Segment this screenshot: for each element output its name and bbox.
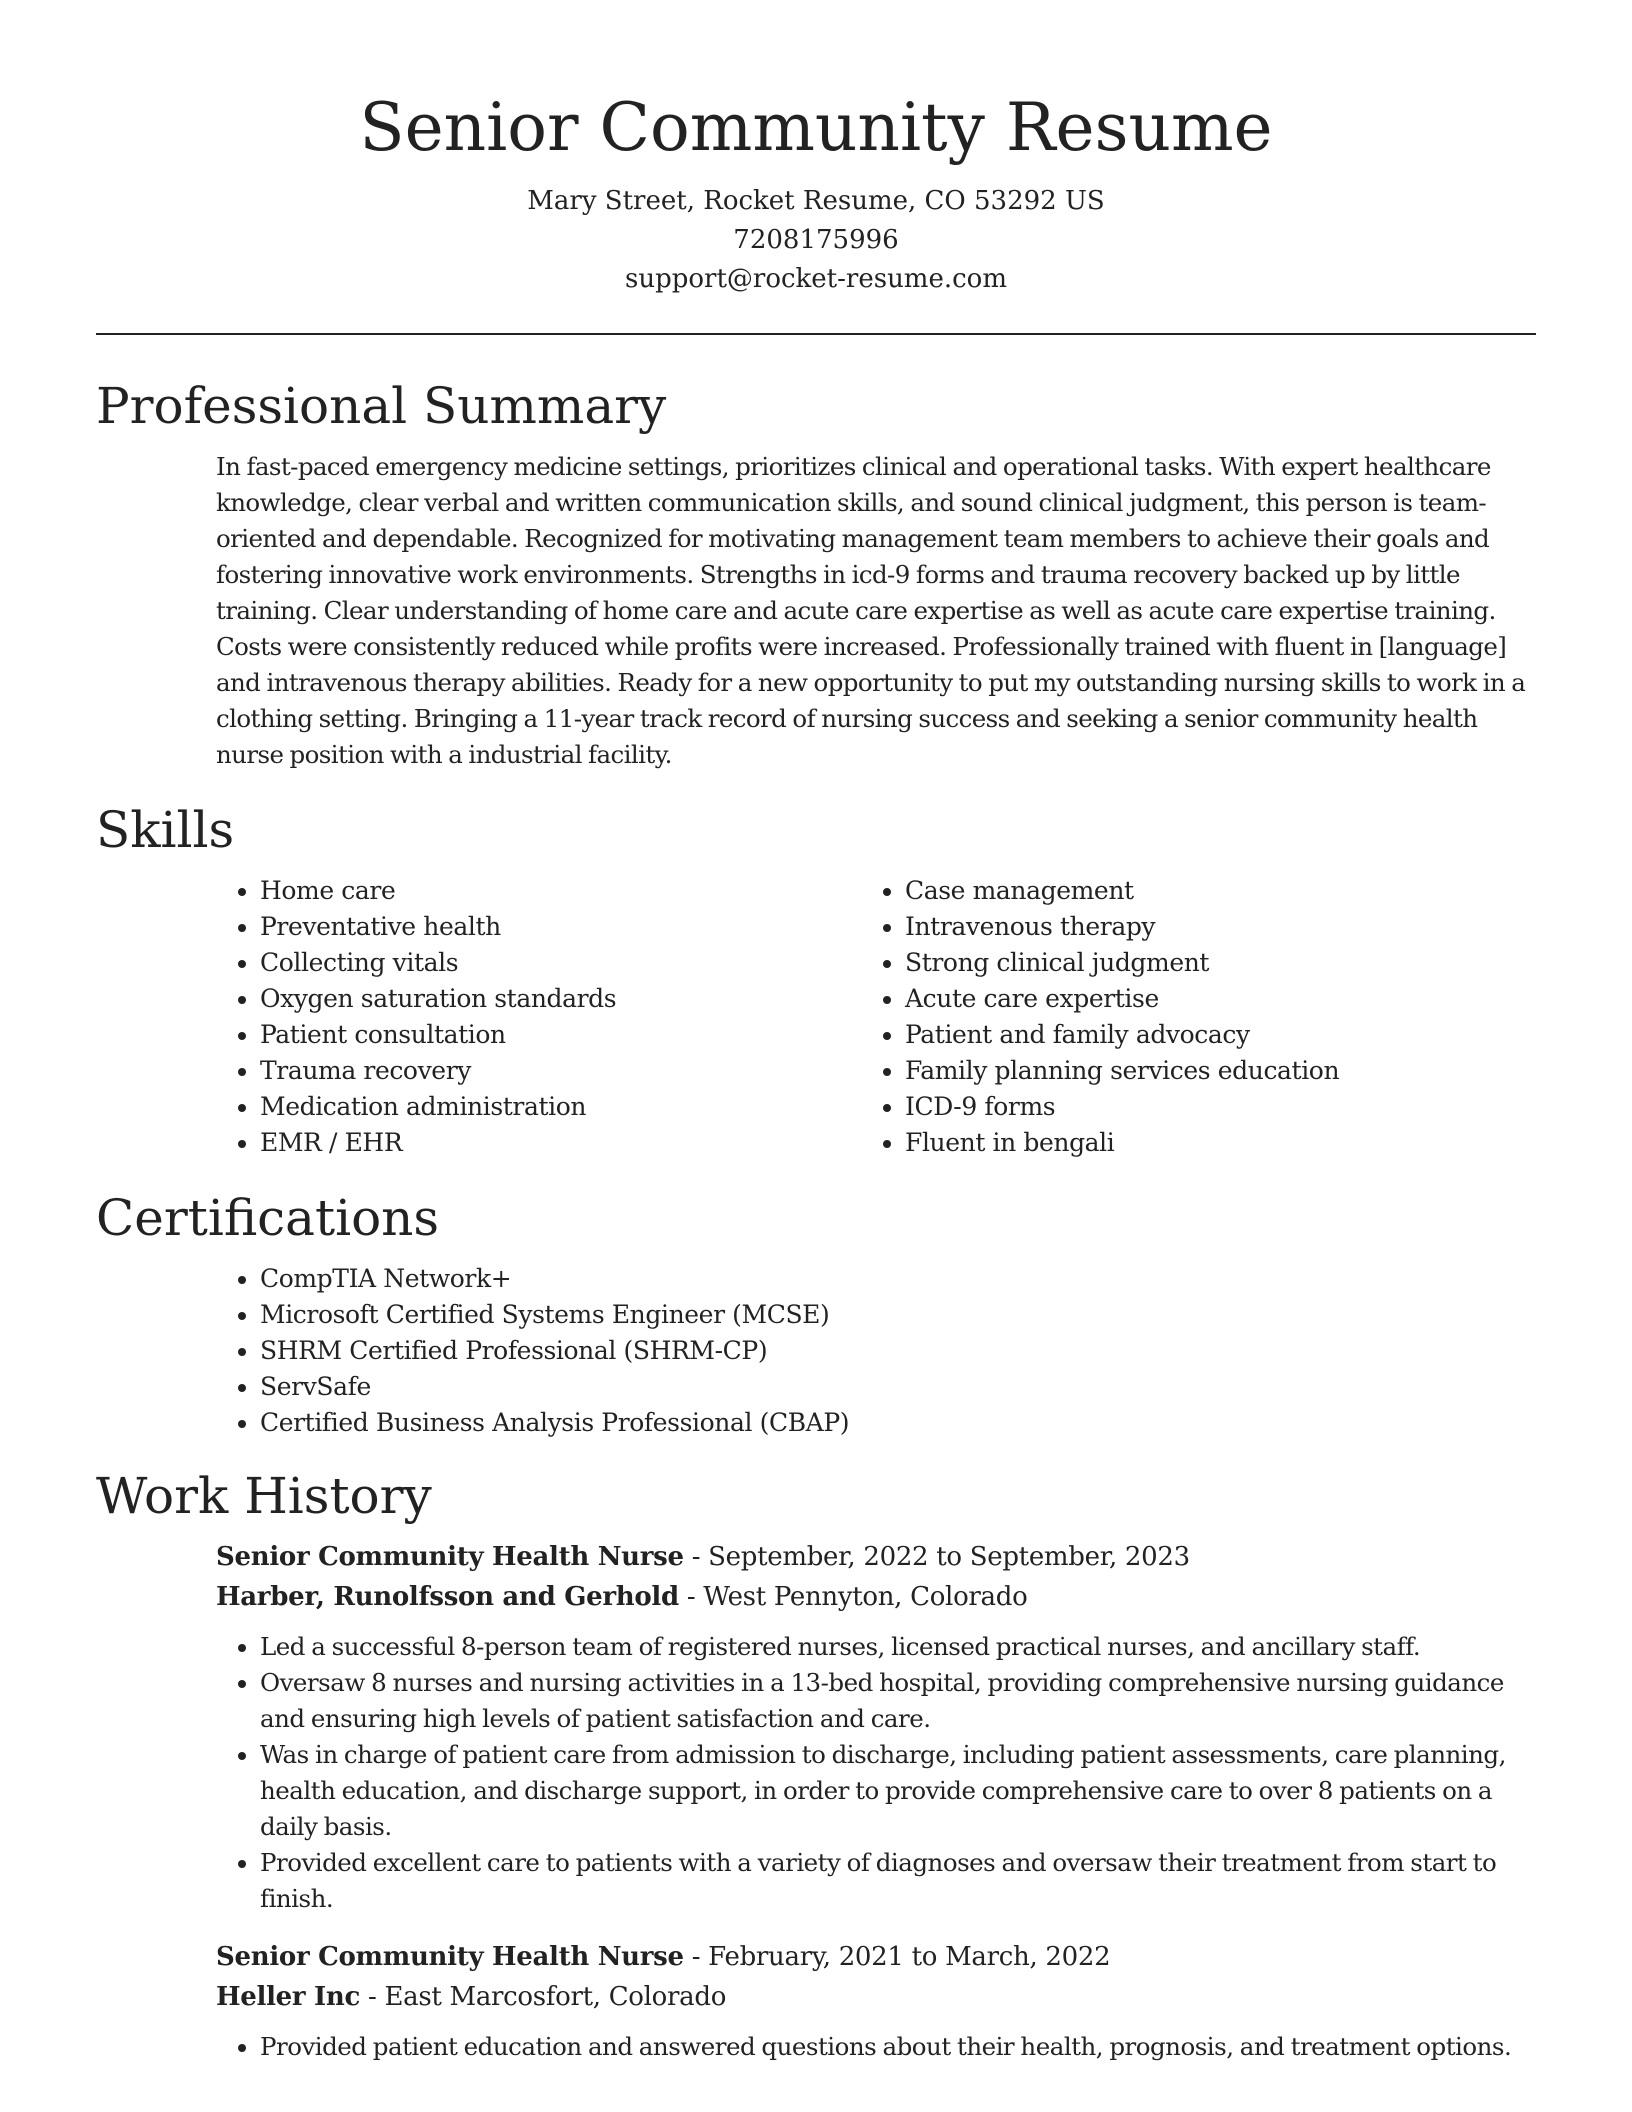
summary-text: In fast-paced emergency medicine settings, prioritizes clinical and operational tasks. With expert healthcare knowledge, clear verbal and written communication skills, and sound clinical judgment, this person is team-oriented and dependable. Recognized for motivating management team members to achieve their goals and fostering innovative work environments. Strengths in icd-9 forms and trauma recovery backed up by little training. Clear understanding of home care and acute care expertise as well as acute care expertise training. Costs were consistently reduced while profits were increased. Professionally trained with fluent in [language] and intravenous therapy abilities. Ready for a new opportunity to put my outstanding nursing skills to work in a clothing setting. Bringing a 11-year track record of nursing success and seeking a senior community health nurse position with a industrial facility. bbox=[216, 452, 1526, 769]
contact-email: support@rocket-resume.com bbox=[624, 264, 1007, 294]
certification-item: • Microsoft Certified Systems Engineer (MCSE) bbox=[260, 1297, 1536, 1333]
summary-heading: Professional Summary bbox=[96, 377, 667, 435]
job-company-line: Harber, Runolfsson and Gerhold - West Pennyton, Colorado bbox=[216, 1582, 1028, 1612]
skill-item: • Acute care expertise bbox=[905, 981, 1495, 1017]
job-company: Harber, Runolfsson and Gerhold bbox=[216, 1582, 679, 1612]
job-dates: September, 2022 to September, 2023 bbox=[708, 1542, 1190, 1572]
certification-item: • Certified Business Analysis Professional (CBAP) bbox=[260, 1405, 1536, 1441]
certifications-heading: Certifications bbox=[96, 1189, 440, 1247]
job-bullet: • Was in charge of patient care from admission to discharge, including patient assessments, care planning, health education, and discharge support, in order to provide comprehensive care to over 8 patients on a daily basis. bbox=[260, 1737, 1536, 1845]
job-bullet: • Provided excellent care to patients with a variety of diagnoses and oversaw their treatment from start to finish. bbox=[260, 1845, 1536, 1917]
skill-item: • Trauma recovery bbox=[260, 1053, 910, 1089]
skills-heading: Skills bbox=[96, 801, 235, 859]
job-entry bbox=[216, 1537, 1536, 1917]
contact-address: Mary Street, Rocket Resume, CO 53292 US bbox=[527, 186, 1105, 216]
skill-item: • Strong clinical judgment bbox=[905, 945, 1495, 981]
skill-item: • Oxygen saturation standards bbox=[260, 981, 910, 1017]
job-bullets bbox=[216, 1629, 1536, 1917]
certifications-list bbox=[96, 1261, 1536, 1441]
work-history-section bbox=[96, 1465, 1536, 2065]
job-bullet: • Provided patient education and answered questions about their health, prognosis, and treatment options. bbox=[260, 2029, 1536, 2065]
header-divider bbox=[96, 333, 1536, 335]
skills-list-right bbox=[905, 873, 1495, 1161]
certification-item: • CompTIA Network+ bbox=[260, 1261, 1536, 1297]
job-location: East Marcosfort, Colorado bbox=[384, 1982, 727, 2012]
contact-phone: 7208175996 bbox=[733, 225, 899, 255]
skills-section bbox=[96, 799, 1536, 1161]
contact-block bbox=[96, 182, 1536, 299]
job-bullets bbox=[216, 2029, 1536, 2065]
certification-item: • ServSafe bbox=[260, 1369, 1536, 1405]
skill-item: • Medication administration bbox=[260, 1089, 910, 1125]
skill-item: • Home care bbox=[260, 873, 910, 909]
skill-item: • EMR / EHR bbox=[260, 1125, 910, 1161]
skill-item: • Collecting vitals bbox=[260, 945, 910, 981]
job-title: Senior Community Health Nurse bbox=[216, 1942, 684, 1972]
skill-item: • Family planning services education bbox=[905, 1053, 1495, 1089]
job-location: West Pennyton, Colorado bbox=[703, 1582, 1028, 1612]
job-title-line: Senior Community Health Nurse - September, 2022 to September, 2023 bbox=[216, 1542, 1190, 1572]
certifications-section bbox=[96, 1187, 1536, 1441]
job-company-line: Heller Inc - East Marcosfort, Colorado bbox=[216, 1982, 727, 2012]
skill-item: • Intravenous therapy bbox=[905, 909, 1495, 945]
resume-title: Senior Community Resume bbox=[359, 89, 1273, 166]
skill-item: • ICD-9 forms bbox=[905, 1089, 1495, 1125]
job-dates: February, 2021 to March, 2022 bbox=[708, 1942, 1111, 1972]
job-title: Senior Community Health Nurse bbox=[216, 1542, 684, 1572]
resume-page bbox=[96, 0, 1536, 2065]
job-company: Heller Inc bbox=[216, 1982, 361, 2012]
skills-columns bbox=[96, 873, 1536, 1161]
skill-item: • Patient consultation bbox=[260, 1017, 910, 1053]
certification-item: • SHRM Certified Professional (SHRM-CP) bbox=[260, 1333, 1536, 1369]
job-bullet: • Oversaw 8 nurses and nursing activities in a 13-bed hospital, providing comprehensive nursing guidance and ensuring high levels of patient satisfaction and care. bbox=[260, 1665, 1536, 1737]
job-bullet: • Led a successful 8-person team of registered nurses, licensed practical nurses, and ancillary staff. bbox=[260, 1629, 1536, 1665]
skill-item: • Preventative health bbox=[260, 909, 910, 945]
skill-item: • Fluent in bengali bbox=[905, 1125, 1495, 1161]
work-history-heading: Work History bbox=[96, 1467, 432, 1525]
summary-section bbox=[96, 375, 1536, 773]
job-title-line: Senior Community Health Nurse - February, 2021 to March, 2022 bbox=[216, 1942, 1111, 1972]
job-entry bbox=[216, 1937, 1536, 2065]
skills-list-left bbox=[96, 873, 910, 1161]
skill-item: • Case management bbox=[905, 873, 1495, 909]
skill-item: • Patient and family advocacy bbox=[905, 1017, 1495, 1053]
